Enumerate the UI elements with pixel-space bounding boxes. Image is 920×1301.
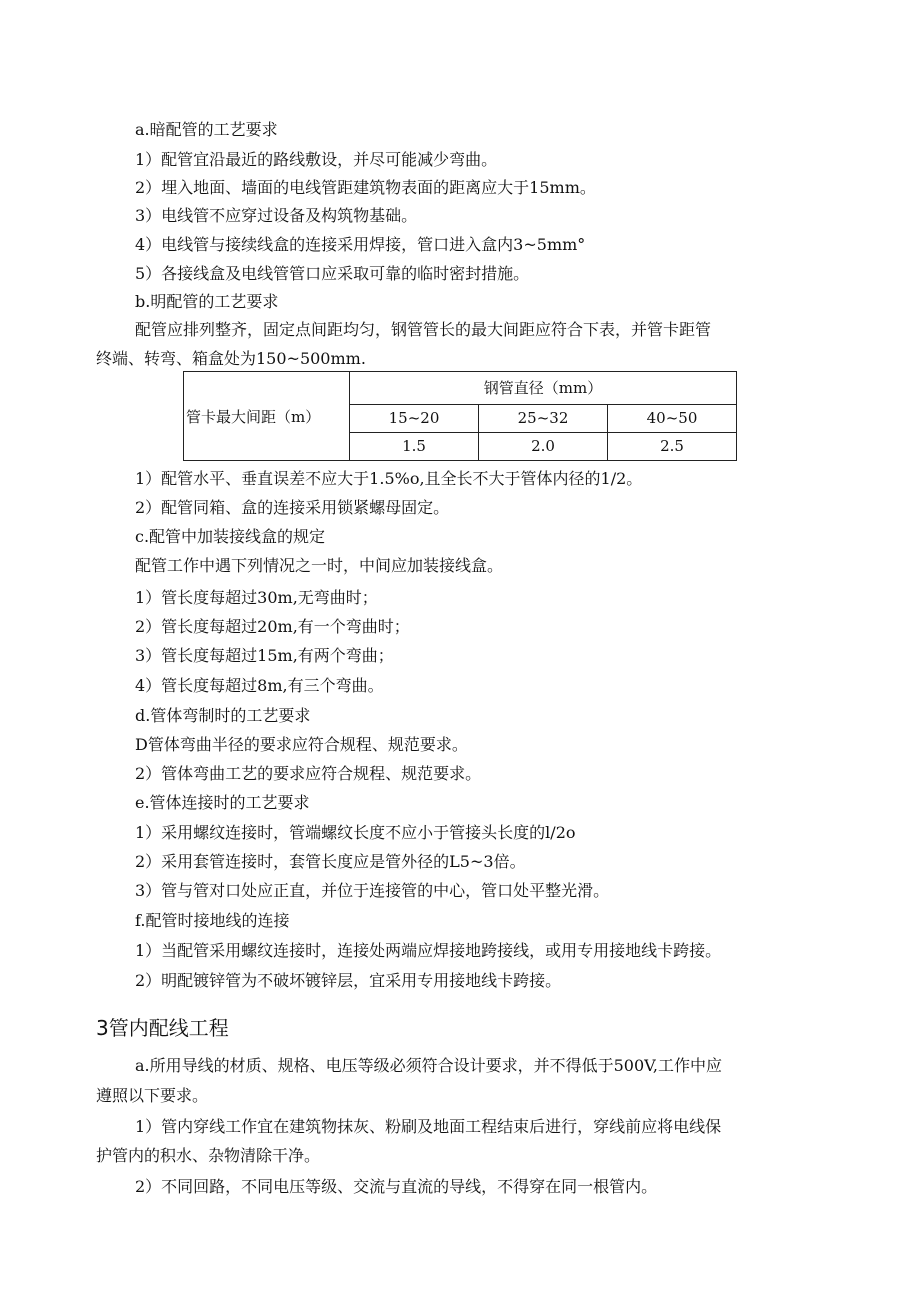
section-c-item-3: 3）管长度每超过15m,有两个弯曲； (135, 646, 394, 665)
section-3-heading: 3管内配线工程 (96, 1016, 229, 1040)
section-b-intro-line-1: 配管应排列整齐，固定点间距均匀，钢管管长的最大间距应符合下表，并管卡距管 (135, 320, 712, 339)
section-c-title: c.配管中加装接线盒的规定 (135, 527, 326, 546)
table-cell: 2.0 (479, 432, 608, 460)
section-3-para-a-line-1: a.所用导线的材质、规格、电压等级必须符合设计要求，并不得低于500V,工作中应 (135, 1056, 723, 1075)
section-e-item-3: 3）管与管对口处应正直，并位于连接管的中心，管口处平整光滑。 (135, 881, 610, 900)
section-c-item-4: 4）管长度每超过8m,有三个弯曲。 (135, 676, 384, 695)
section-d-item-2: 2）管体弯曲工艺的要求应符合规程、规范要求。 (135, 764, 482, 783)
section-f-title: f.配管时接地线的连接 (135, 911, 290, 930)
section-3-item-1-line-2: 护管内的积水、杂物清除干净。 (96, 1146, 321, 1165)
section-a-item-4: 4）电线管与接续线盒的连接采用焊接，管口进入盒内3~5mm° (135, 235, 586, 254)
table-group-header: 钢管直径（mm） (350, 372, 737, 405)
section-f-item-2: 2）明配镀锌管为不破坏镀锌层，宜采用专用接地线卡跨接。 (135, 971, 562, 990)
section-c-intro: 配管工作中遇下列情况之一时，中间应加装接线盒。 (135, 556, 504, 575)
section-a-item-2: 2）埋入地面、墙面的电线管距建筑物表面的距离应大于15mm。 (135, 178, 596, 197)
section-b-item-1: 1）配管水平、垂直误差不应大于1.5%o,且全长不大于管体内径的1/2。 (135, 469, 643, 488)
section-b-item-2: 2）配管同箱、盒的连接采用锁紧螺母固定。 (135, 498, 450, 517)
section-e-item-2: 2）采用套管连接时，套管长度应是管外径的L5~3倍。 (135, 852, 526, 871)
table-column-header: 25~32 (479, 404, 608, 432)
section-b-title: b.明配管的工艺要求 (135, 292, 279, 311)
section-e-item-1: 1）采用螺纹连接时，管端螺纹长度不应小于管接头长度的l/2o (135, 823, 576, 842)
table-row-header: 管卡最大间距（m） (184, 372, 350, 461)
section-3-para-a-line-2: 遵照以下要求。 (96, 1086, 209, 1105)
section-c-item-1: 1）管长度每超过30m,无弯曲时； (135, 588, 378, 607)
section-b-intro-line-2: 终端、转弯、箱盒处为150~500mm. (96, 349, 366, 368)
table-column-header: 15~20 (350, 404, 479, 432)
section-a-title: a.暗配管的工艺要求 (135, 120, 278, 139)
section-e-title: e.管体连接时的工艺要求 (135, 793, 310, 812)
table-column-header: 40~50 (608, 404, 737, 432)
section-d-title: d.管体弯制时的工艺要求 (135, 706, 311, 725)
section-d-item-1: D管体弯曲半径的要求应符合规程、规范要求。 (135, 735, 468, 754)
pipe-clamp-spacing-table (183, 371, 737, 461)
section-f-item-1: 1）当配管采用螺纹连接时，连接处两端应焊接地跨接线，或用专用接地线卡跨接。 (135, 941, 722, 960)
table-cell: 1.5 (350, 432, 479, 460)
section-3-item-1-line-1: 1）管内穿线工作宜在建筑物抹灰、粉刷及地面工程结束后进行，穿线前应将电线保 (135, 1117, 722, 1136)
section-a-item-3: 3）电线管不应穿过设备及构筑物基础。 (135, 206, 418, 225)
section-a-item-5: 5）各接线盒及电线管管口应采取可靠的临时密封措施。 (135, 264, 530, 283)
table-cell: 2.5 (608, 432, 737, 460)
section-3-item-2: 2）不同回路，不同电压等级、交流与直流的导线，不得穿在同一根管内。 (135, 1177, 658, 1196)
section-c-item-2: 2）管长度每超过20m,有一个弯曲时； (135, 617, 410, 636)
section-a-item-1: 1）配管宜沿最近的路线敷设，并尽可能减少弯曲。 (135, 150, 498, 169)
